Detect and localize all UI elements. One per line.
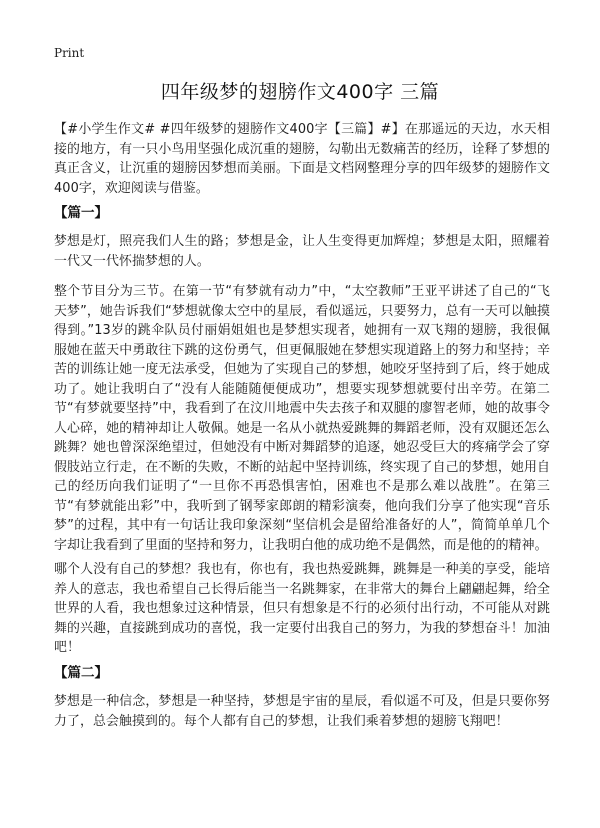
- print-label: Print: [54, 46, 85, 60]
- paragraph-1-1: 梦想是灯，照亮我们人生的路；梦想是金，让人生变得更加辉煌；梦想是太阳，照耀着一代又一代怀揣梦想的人。: [54, 234, 550, 269]
- paragraph-2-1: 梦想是一种信念，梦想是一种坚持，梦想是宇宙的星辰，看似遥不可及，但是只要你努力了，总会触摸到的。每个人都有自己的梦想，让我们乘着梦想的翅膀飞翔吧！: [54, 694, 550, 729]
- section-heading-1: 【篇一】: [54, 205, 108, 221]
- paragraph-1-3: 哪个人没有自己的梦想？我也有，你也有，我也热爱跳舞，跳舞是一种美的享受，能培养人的意志，我也希望自己长得后能当一名跳舞家，在非常大的舞台上翩翩起舞，给全世界的人看，我也想象过这种情景，但只有想象是不行的必须付出行动，不可能从对跳舞的兴趣，直接跳到成功的喜悦，我一定要付出我自己的努力，为我的梦想奋斗！加油吧！: [54, 562, 550, 655]
- section-heading-2: 【篇二】: [54, 665, 108, 681]
- paragraph-1-2: 整个节目分为三节。在第一节“有梦就有动力”中，“太空教师”王亚平讲述了自己的“飞天梦”，她告诉我们“梦想就像太空中的星辰，看似遥远，只要努力，总有一天可以触摸得到。”13岁的跳伞队员付丽娟姐姐也是梦想实现者，她拥有一双飞翔的翅膀，我很佩服她在蓝天中勇敢往下跳的这份勇气，但更佩服她在梦想实现道路上的努力和坚持；辛苦的训练让她一度无法承受，但她为了实现自己的梦想，她咬牙坚持到了后，终于她成功了。她让我明白了“没有人能随随便便成功”，想要实现梦想就要付出辛劳。在第二节“有梦就要坚持”中，我看到了在汶川地震中失去孩子和双腿的廖智老师，她的故事令人心碎，她的精神却让人敬佩。她是一名从小就热爱跳舞的舞蹈老师，没有双腿还怎么跳舞？她也曾深深绝望过，但她没有中断对舞蹈梦的追逐，她忍受巨大的疼痛学会了穿假肢站立行走，在不断的失败，不断的站起中坚持训练，终实现了自己的梦想，她用自己的经历向我们证明了“一旦你不再恐惧害怕，困难也不是那么难以战胜”。在第三节“有梦就能出彩”中，我听到了钢琴家郎朗的精彩演奏，他向我们分享了他实现“音乐梦”的过程，其中有一句话让我印象深刻“坚信机会是留给准备好的人”，简简单单几个字却让我看到了里面的坚持和努力，让我明白他的成功绝不是偶然，而是他的的精神。: [54, 284, 550, 553]
- intro-paragraph: 【#小学生作文# #四年级梦的翅膀作文400字【三篇】#】在那遥远的天边，水天相接的地方，有一只小鸟用坚强化成沉重的翅膀，勾勒出无数痛苦的经历，诠释了梦想的真正含义，让沉重的翅膀因梦想而美丽。下面是文档网整理分享的四年级梦的翅膀作文400字，欢迎阅读与借鉴。: [54, 122, 550, 196]
- document-title: 四年级梦的翅膀作文400字 三篇: [160, 81, 440, 103]
